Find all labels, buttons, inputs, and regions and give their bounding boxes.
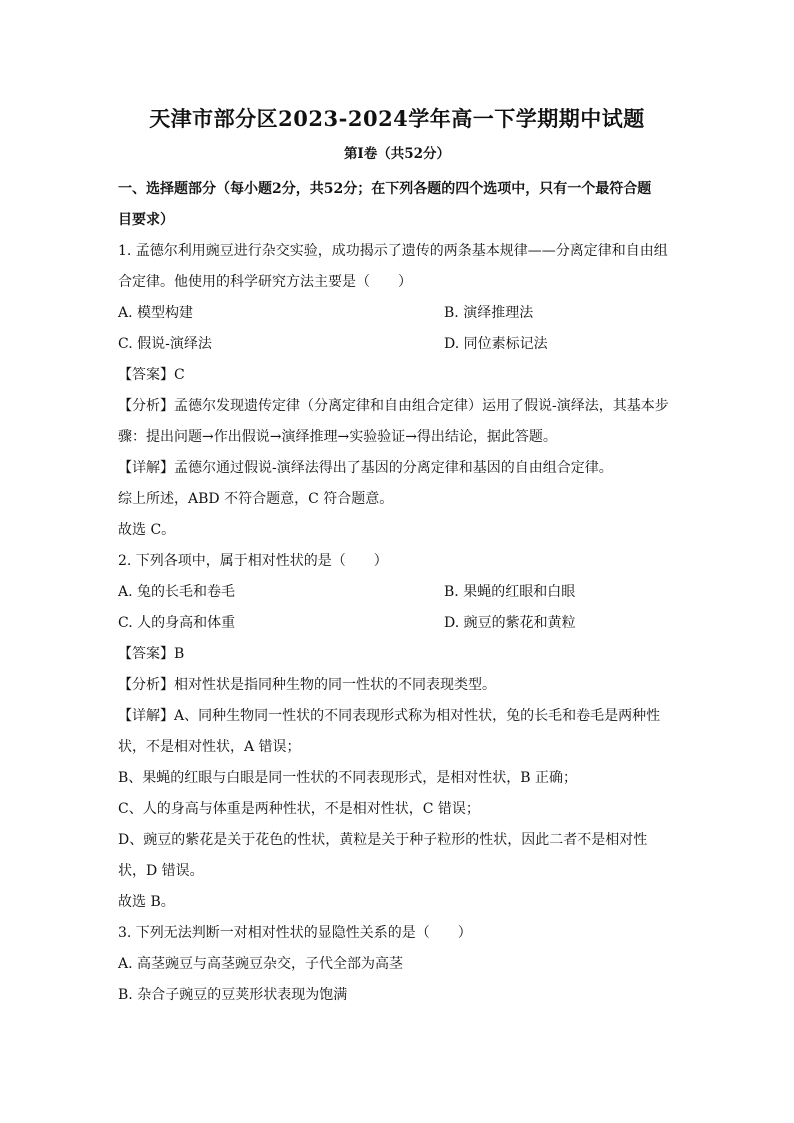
- q2-detail-line1: 【详解】A、同种生物同一性状的不同表现形式称为相对性状，兔的长毛和卷毛是两种性: [118, 708, 661, 724]
- page-title: 天津市部分区2023-2024学年高一下学期期中试题: [149, 106, 645, 131]
- q1-stem-line2: 合定律。他使用的科学研究方法主要是（ ）: [118, 274, 412, 290]
- q3-stem-line1: 3. 下列无法判断一对相对性状的显隐性关系的是（ ）: [118, 925, 472, 941]
- q1-analysis-line1: 【分析】孟德尔发现遗传定律（分离定律和自由组合定律）运用了假说-演绎法，其基本步: [118, 398, 669, 414]
- q2-detail-line2: 状，不是相对性状，A 错误；: [118, 739, 301, 755]
- q1-detail-line2: 综上所述，ABD 不符合题意，C 符合题意。: [118, 491, 394, 507]
- q1-option-a: A. 模型构建: [118, 305, 194, 321]
- section-heading-line1: 一、选择题部分（每小题2分，共52分；在下列各题的四个选项中，只有一个最符合题: [118, 181, 652, 197]
- q2-analysis-line1: 【分析】相对性状是指同种生物的同一性状的不同表现类型。: [118, 677, 496, 693]
- q1-options-row1: [118, 298, 676, 329]
- q3-option-a: A. 高茎豌豆与高茎豌豆杂交，子代全部为高茎: [118, 956, 404, 972]
- q2-conclusion: 故选 B。: [118, 894, 175, 910]
- q1-options-row2: [118, 329, 676, 360]
- q2-option-a: A. 兔的长毛和卷毛: [118, 584, 236, 600]
- q2-options-row2: [118, 608, 676, 639]
- q1-conclusion: 故选 C。: [118, 522, 176, 538]
- q2-options-row1: [118, 577, 676, 608]
- q2-detail-line3: B、果蝇的红眼与白眼是同一性状的不同表现形式，是相对性状，B 正确；: [118, 770, 578, 786]
- q2-detail-line5: D、豌豆的紫花是关于花色的性状，黄粒是关于种子粒形的性状，因此二者不是相对性: [118, 832, 648, 848]
- q1-detail-line1: 【详解】孟德尔通过假说-演绎法得出了基因的分离定律和基因的自由组合定律。: [118, 460, 613, 476]
- q1-answer: 【答案】C: [118, 367, 185, 383]
- q2-answer: 【答案】B: [118, 646, 185, 662]
- q2-stem-line1: 2. 下列各项中，属于相对性状的是（ ）: [118, 553, 388, 569]
- q1-analysis-line2: 骤：提出问题→作出假说→演绎推理→实验验证→得出结论，据此答题。: [118, 429, 557, 445]
- q2-detail-line6: 状，D 错误。: [118, 863, 204, 879]
- q1-option-c: C. 假说-演绎法: [118, 336, 212, 352]
- q2-option-b: B. 果蝇的红眼和白眼: [444, 584, 576, 600]
- q2-option-d: D. 豌豆的紫花和黄粒: [444, 615, 576, 631]
- q3-option-b: B. 杂合子豌豆的豆荚形状表现为饱满: [118, 987, 348, 1003]
- section-heading-line2: 目要求）: [118, 212, 174, 228]
- page-subtitle: 第Ⅰ卷（共52分）: [343, 146, 451, 162]
- q1-stem-line1: 1. 孟德尔利用豌豆进行杂交实验，成功揭示了遗传的两条基本规律——分离定律和自由组: [118, 243, 668, 259]
- q2-detail-line4: C、人的身高与体重是两种性状，不是相对性状，C 错误；: [118, 801, 480, 817]
- q1-option-b: B. 演绎推理法: [444, 305, 534, 321]
- q1-option-d: D. 同位素标记法: [444, 336, 548, 352]
- document-content: [118, 104, 676, 1011]
- q2-option-c: C. 人的身高和体重: [118, 615, 236, 631]
